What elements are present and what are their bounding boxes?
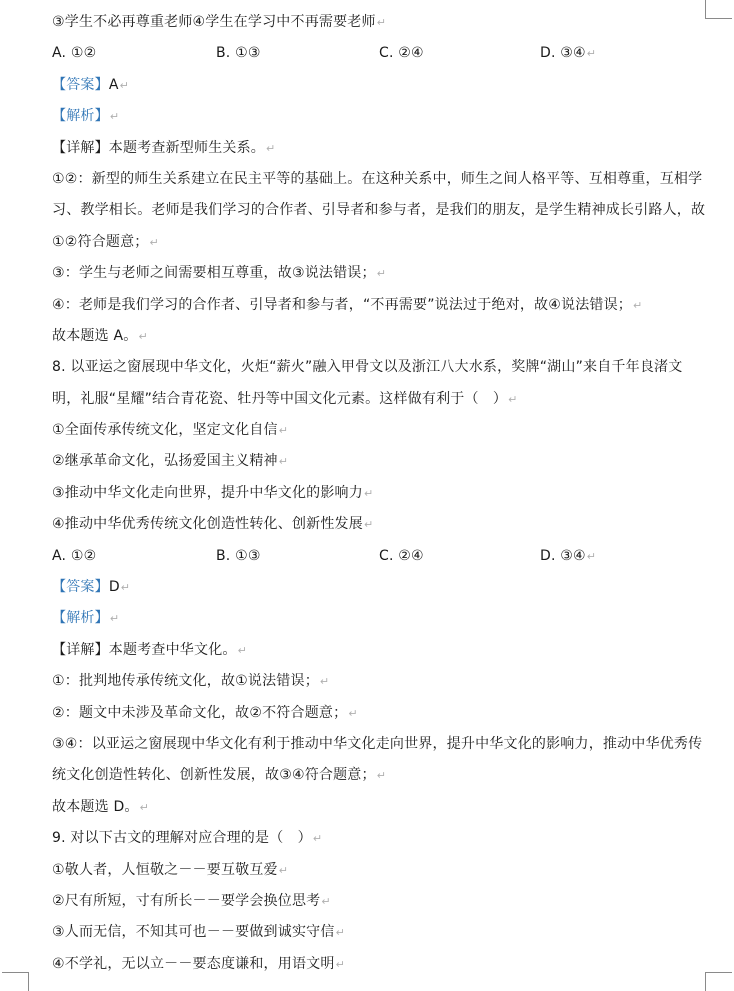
paragraph-mark-icon: ↵ [321, 894, 331, 908]
page-corner-mark-bottom-left [2, 972, 29, 991]
answer-line: 【答案】A↵ [52, 76, 130, 93]
statement-line: ①敬人者，人恒敬之－－要互敬互爱↵ [52, 861, 289, 878]
paragraph-mark-icon: ↵ [237, 643, 248, 657]
paragraph-mark-icon: ↵ [335, 926, 345, 940]
paragraph-mark-icon: ↵ [266, 141, 276, 155]
text-line: 统文化创造性转化、创新性发展，故③④符合题意；↵ [52, 767, 387, 784]
paragraph-mark-icon: ↵ [586, 549, 597, 563]
text-line: 故本题选 D。↵ [52, 798, 150, 815]
text-line: 习、教学相长。老师是我们学习的合作者、引导者和参与者，是我们的朋友，是学生精神成长引路人，故 [52, 202, 706, 219]
option-d: D. ③④↵ [540, 45, 597, 62]
paragraph-mark-icon: ↵ [319, 675, 330, 689]
analysis-line [52, 603, 712, 634]
question-8-stem: 8. 以亚运之窗展现中华文化，火炬“薪火”融入甲骨文以及浙江八大水系，奖牌“湖山”来自千年良渚文 [52, 359, 683, 376]
paragraph-mark-icon: ↵ [376, 16, 387, 29]
analysis-tag: 【解析】 [52, 610, 109, 627]
statement-line: ②尺有所短，寸有所长－－要学会换位思考↵ [52, 892, 331, 909]
text-line: ③学生不必再尊重老师④学生在学习中不再需要老师↵ [52, 14, 387, 30]
paragraph-mark-icon: ↵ [109, 110, 120, 124]
answer-tag: 【答案】 [52, 579, 109, 596]
text-line: ④：老师是我们学习的合作者、引导者和参与者，“不再需要”说法过于绝对，故④说法错误；↵ [52, 296, 643, 313]
option-a: A. ①② [52, 547, 97, 564]
text-line: ①②符合题意；↵ [52, 233, 159, 250]
question-9-stem: 9. 对以下古文的理解对应合理的是（ ）↵ [52, 830, 323, 847]
answer-line: 【答案】D↵ [52, 579, 131, 596]
text-line: ②：题文中未涉及革命文化，故②不符合题意；↵ [52, 704, 358, 721]
paragraph-mark-icon: ↵ [508, 392, 518, 406]
statement-line: ①全面传承传统文化，坚定文化自信↵ [52, 422, 289, 439]
paragraph-mark-icon: ↵ [348, 706, 358, 720]
answer-tag: 【答案】 [52, 76, 109, 93]
paragraph-mark-icon: ↵ [149, 235, 159, 249]
paragraph-mark-icon: ↵ [363, 486, 374, 500]
statement-line: ③人而无信，不知其可也－－要做到诚实守信↵ [52, 924, 345, 941]
option-c: C. ②④ [379, 547, 424, 564]
option-b: B. ①③ [216, 45, 261, 62]
analysis-tag: 【解析】 [52, 108, 109, 125]
text-line: ③④：以亚运之窗展现中华文化有利于推动中华文化走向世界，提升中华文化的影响力，推动中华优秀传 [52, 735, 703, 752]
paragraph-mark-icon: ↵ [278, 863, 289, 877]
paragraph-mark-icon: ↵ [376, 769, 387, 783]
text-line: ③：学生与老师之间需要相互尊重，故③说法错误；↵ [52, 265, 387, 282]
paragraph-mark-icon: ↵ [335, 957, 345, 971]
paragraph-mark-icon: ↵ [278, 455, 289, 469]
paragraph-mark-icon: ↵ [109, 612, 120, 626]
paragraph-mark-icon: ↵ [278, 424, 289, 438]
paragraph-mark-icon: ↵ [312, 832, 323, 846]
statement-line: ②继承革命文化，弘扬爱国主义精神↵ [52, 453, 289, 470]
option-a: A. ①② [52, 45, 97, 62]
paragraph-mark-icon: ↵ [363, 518, 374, 532]
text-line: ①：批判地传承传统文化，故①说法错误；↵ [52, 673, 330, 690]
option-d: D. ③④↵ [540, 547, 597, 564]
paragraph-mark-icon: ↵ [586, 47, 597, 61]
statement-line: ③推动中华文化走向世界，提升中华文化的影响力↵ [52, 484, 374, 501]
option-b: B. ①③ [216, 547, 261, 564]
answer-options-q8 [52, 541, 712, 572]
analysis-line [52, 101, 712, 132]
paragraph-mark-icon: ↵ [139, 800, 150, 814]
text-line: 【详解】本题考查新型师生关系。↵ [52, 139, 276, 156]
text-line: ①②：新型的师生关系建立在民主平等的基础上。在这种关系中，师生之间人格平等、互相尊重，互相学 [52, 170, 703, 187]
paragraph-mark-icon: ↵ [633, 298, 643, 312]
option-c: C. ②④ [379, 45, 424, 62]
question-8-stem: 明，礼服“星耀”结合青花瓷、牡丹等中国文化元素。这样做有利于（ ）↵ [52, 390, 518, 407]
paragraph-mark-icon: ↵ [376, 267, 387, 281]
statement-line: ④推动中华优秀传统文化创造性转化、创新性发展↵ [52, 516, 374, 533]
statement-line: ④不学礼，无以立－－要态度谦和，用语文明↵ [52, 955, 345, 972]
text-line: 【详解】本题考查中华文化。↵ [52, 641, 248, 658]
paragraph-mark-icon: ↵ [120, 581, 131, 595]
paragraph-mark-icon: ↵ [119, 78, 130, 92]
text-line: 故本题选 A。↵ [52, 327, 148, 344]
paragraph-mark-icon: ↵ [138, 329, 148, 343]
answer-options-q7 [52, 38, 712, 69]
document-body [52, 7, 712, 980]
